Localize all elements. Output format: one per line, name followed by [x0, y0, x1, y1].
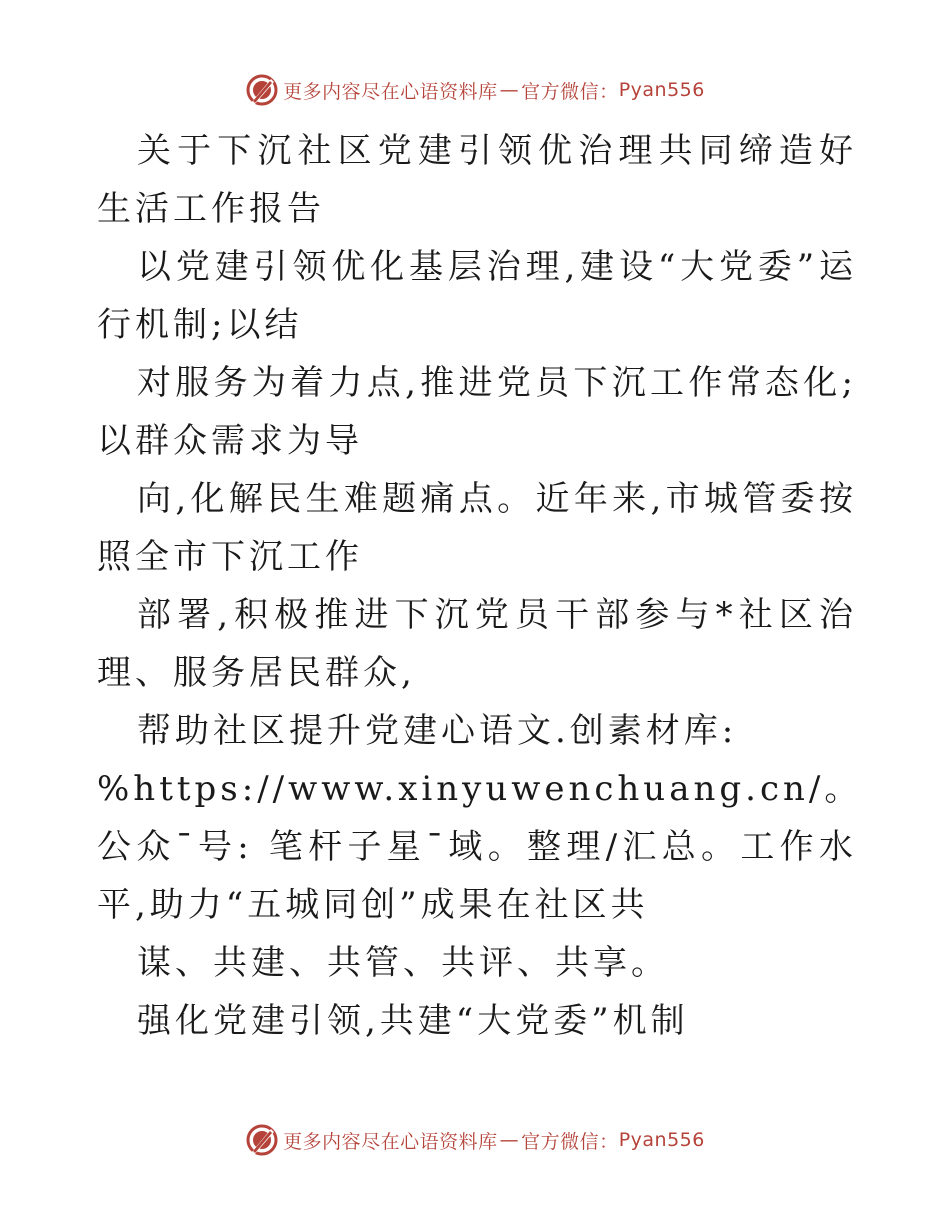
- pen-circle-logo-icon: [245, 1123, 279, 1157]
- doc-paragraph: 对服务为着力点,推进党员下沉工作常态化;以群众需求为导: [97, 363, 857, 461]
- banner-wechat-id: Pyan556: [618, 79, 705, 101]
- doc-section-heading: 强化党建引领,共建“大党委”机制: [137, 1001, 689, 1041]
- header-watermark-banner: [0, 68, 950, 112]
- doc-paragraph: 向,化解民生难题痛点。近年来,市城管委按照全市下沉工作: [97, 479, 857, 577]
- banner-dash: —: [499, 79, 520, 101]
- doc-paragraph: 以党建引领优化基层治理,建设“大党委”运行机制;以结: [97, 247, 857, 345]
- banner-wechat-id: Pyan556: [618, 1129, 705, 1151]
- doc-paragraph-url: %https://www.xinyuwenchuang.cn/。公众¯号: 笔杆子星¯域。整理/汇总。工作水平,助力“五城同创”成果在社区共: [97, 769, 863, 925]
- footer-watermark-banner: [0, 1118, 950, 1162]
- banner-wechat-label: 官方微信：: [521, 1130, 619, 1153]
- banner-site-text: 更多内容尽在心语资料库: [283, 1130, 498, 1153]
- doc-paragraph: 部署,积极推进下沉党员干部参与*社区治理、服务居民群众,: [97, 595, 857, 693]
- banner-site-text: 更多内容尽在心语资料库: [283, 80, 498, 103]
- document-body: [97, 122, 863, 1050]
- banner-dash: —: [499, 1129, 520, 1151]
- doc-paragraph: 谋、共建、共管、共评、共享。: [137, 943, 669, 983]
- doc-paragraph: 帮助社区提升党建心语文.创素材库:: [137, 711, 738, 751]
- doc-paragraph-title: 关于下沉社区党建引领优治理共同缔造好生活工作报告: [97, 131, 857, 229]
- banner-wechat-label: 官方微信：: [521, 80, 619, 103]
- pen-circle-logo-icon: [245, 73, 279, 107]
